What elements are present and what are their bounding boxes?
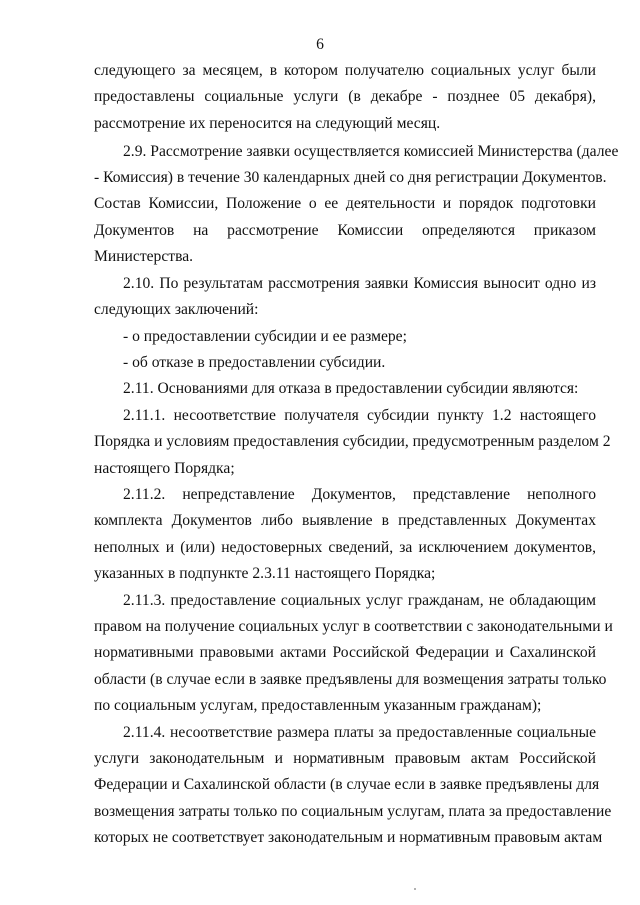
text-line: - Комиссия) в течение 30 календарных дней со дня регистрации Документов. (94, 169, 607, 186)
text-line: 2.11.4. несоответствие размера платы за предоставленные социальные (123, 724, 596, 741)
text-line: Федерации и Сахалинской области (в случае если в заявке предъявлены для (94, 776, 600, 793)
text-line: которых не соответствует законодательным и нормативным правовым актам (94, 829, 603, 846)
text-line: 2.11. Основаниями для отказа в предоставлении субсидии являются: (123, 380, 579, 397)
text-line: 2.11.1. несоответствие получателя субсидии пункту 1.2 настоящего (123, 407, 596, 424)
text-line: 2.9. Рассмотрение заявки осуществляется комиссией Министерства (далее (123, 143, 619, 160)
text-line: предоставлены социальные услуги (в декабре - позднее 05 декабря), (94, 88, 596, 105)
scan-speck (414, 888, 416, 890)
text-line: указанных в подпункте 2.3.11 настоящего Порядка; (94, 565, 436, 582)
text-line: Документов на рассмотрение Комиссии определяются приказом (94, 222, 596, 239)
text-line: рассмотрение их переносится на следующий месяц. (94, 115, 441, 132)
text-line: правом на получение социальных услуг в соответствии с законодательными и (94, 618, 613, 635)
text-line: - о предоставлении субсидии и ее размере; (123, 328, 407, 345)
text-line: Министерства. (94, 248, 194, 265)
text-line: неполных и (или) недостоверных сведений, за исключением документов, (94, 539, 596, 556)
text-line: настоящего Порядка; (94, 460, 235, 477)
text-line: Состав Комиссии, Положение о ее деятельности и порядок подготовки (94, 195, 596, 212)
text-line: 2.11.2. непредставление Документов, представление неполного (123, 486, 596, 503)
text-line: по социальным услугам, предоставленным указанным гражданам); (94, 697, 542, 714)
text-line: области (в случае если в заявке предъявлены для возмещения затраты только (94, 671, 607, 688)
text-line: 2.11.3. предоставление социальных услуг гражданам, не обладающим (123, 592, 596, 609)
text-line: Порядка и условиям предоставления субсидии, предусмотренным разделом 2 (94, 433, 611, 450)
text-line: нормативными правовыми актами Российской Федерации и Сахалинской (94, 644, 596, 661)
page-number: 6 (316, 36, 324, 53)
text-line: следующих заключений: (94, 301, 259, 318)
text-line: услуги законодательным и нормативным правовым актам Российской (94, 750, 596, 767)
text-line: 2.10. По результатам рассмотрения заявки Комиссия выносит одно из (123, 275, 596, 292)
text-line: возмещения затраты только по социальным услугам, плата за предоставление (94, 803, 612, 820)
text-line: - об отказе в предоставлении субсидии. (123, 354, 386, 371)
text-line: комплекта Документов либо выявление в представленных Документах (94, 512, 596, 529)
text-line: следующего за месяцем, в котором получателю социальных услуг были (94, 62, 596, 79)
